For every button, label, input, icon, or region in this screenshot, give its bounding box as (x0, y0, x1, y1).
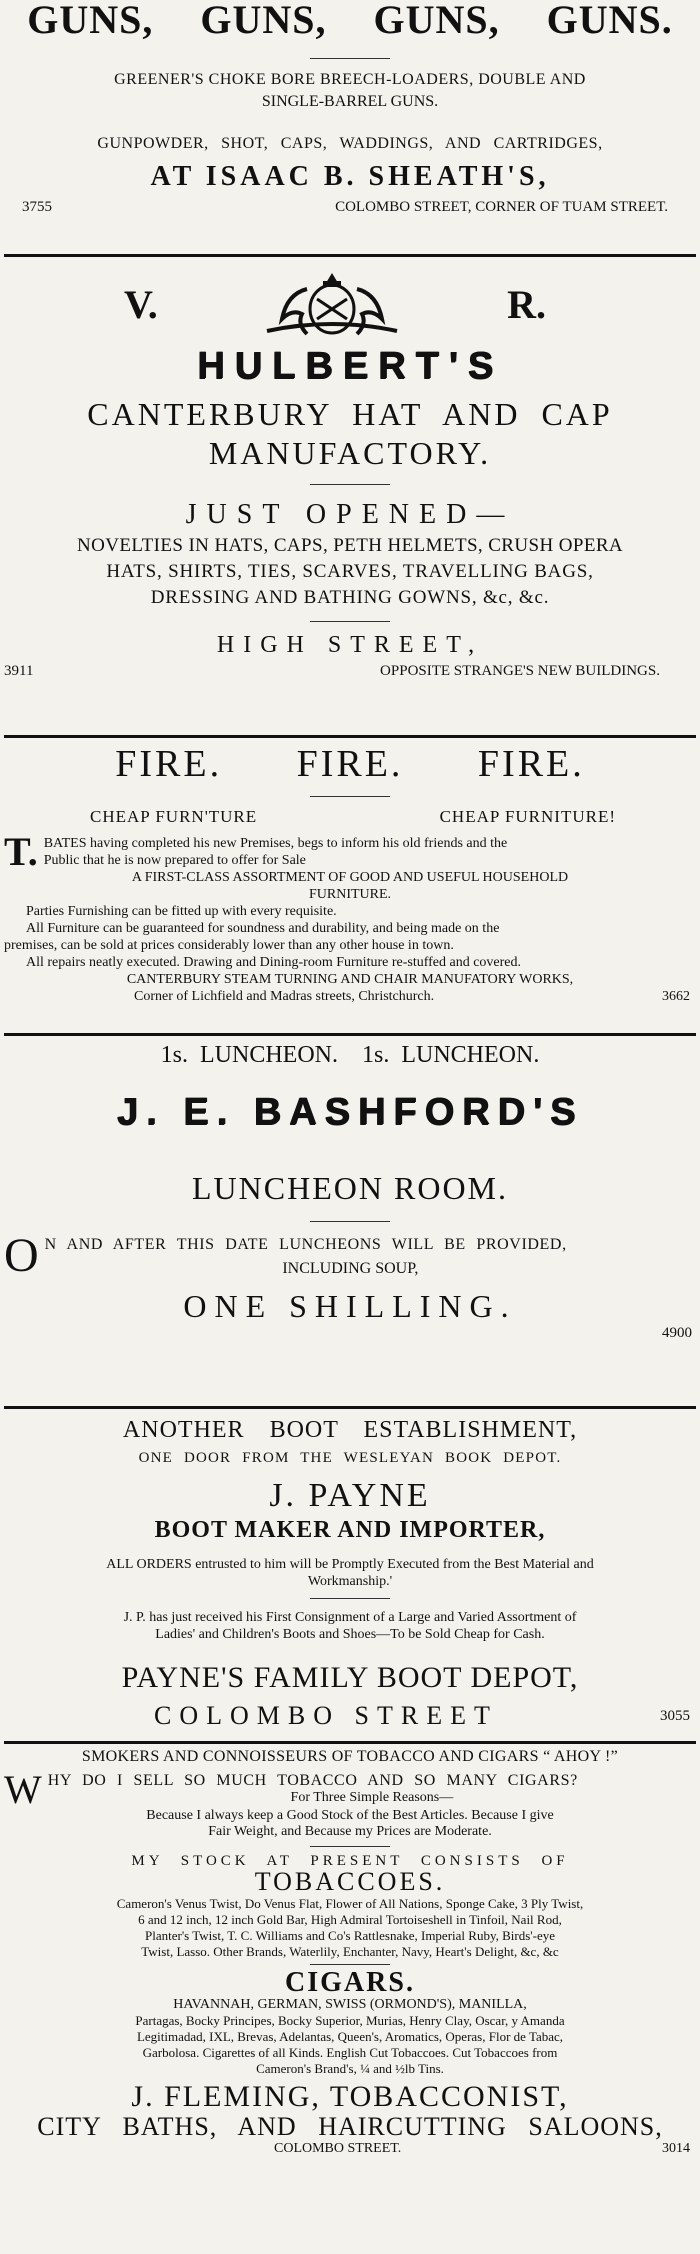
luncheon-line1: N AND AFTER THIS DATE LUNCHEONS WILL BE PROVIDED, (44, 1236, 567, 1253)
hulbert-advertisement (4, 261, 696, 731)
guns-line3: GUNPOWDER, SHOT, CAPS, WADDINGS, AND CARTRIDGES, (97, 135, 603, 152)
cigars-3: Legitimadad, IXL, Brevas, Adelantas, Queen's, Aromatics, Operas, Flor de Tabac, (136, 2029, 564, 2044)
tobaccoes-list (4, 1896, 696, 1960)
divider (310, 1221, 390, 1222)
tobacco-line3: For Three Simple Reasons— (290, 1790, 454, 1805)
v-letter: V. (124, 281, 158, 327)
cigars-5: Cameron's Brand's, ¼ and ½lb Tins. (256, 2061, 444, 2076)
divider (310, 1846, 390, 1847)
furniture-body-6: All Furniture can be guaranteed for soundness and durability, and being made on the (26, 921, 500, 936)
merchant-name: AT ISAAC B. SHEATH'S, (150, 161, 550, 192)
furniture-body-7: premises, can be sold at prices considerably lower than any other house in town. (4, 938, 454, 953)
furniture-body-5: Parties Furnishing can be fitted up with every requisite. (26, 904, 337, 919)
tobacco-advertisement (4, 1748, 696, 2157)
furniture-address: Corner of Lichfield and Madras streets, Christchurch. (134, 989, 435, 1004)
section-divider (4, 1741, 696, 1744)
cigars-1: HAVANNAH, GERMAN, SWISS (ORMOND'S), MANILLA, (173, 1997, 527, 2012)
cigars-heading: CIGARS. (285, 1967, 415, 1998)
tobaccoes-heading: TOBACCOES. (254, 1867, 446, 1896)
section-divider (4, 1406, 696, 1409)
boot-street: COLOMBO STREET (154, 1701, 498, 1730)
drop-cap-o: O (4, 1229, 39, 1282)
royal-crest-row (4, 261, 696, 341)
guns-address: COLOMBO STREET, CORNER OF TUAM STREET. (335, 199, 668, 215)
furniture-works: CANTERBURY STEAM TURNING AND CHAIR MANUFATORY WORKS, (126, 972, 574, 987)
cheap-furniture-right: CHEAP FURNITURE! (439, 807, 616, 826)
jp-2: Ladies' and Children's Boots and Shoes—To be Sold Cheap for Cash. (155, 1627, 545, 1642)
tobaccoes-2: 6 and 12 inch, 12 inch Gold Bar, High Admiral Tortoiseshell in Tinfoil, Nail Rod, (138, 1912, 562, 1927)
tobacco-line1: SMOKERS AND CONNOISSEURS OF TOBACCO AND CIGARS “ AHOY !” (81, 1748, 619, 1765)
jp-block (4, 1609, 696, 1643)
furniture-body-4: FURNITURE. (308, 887, 392, 902)
furniture-body-1: BATES having completed his new Premises, begs to inform his old friends and the (43, 836, 508, 851)
cheap-furniture-row (4, 807, 696, 827)
ad-number: 3662 (662, 989, 690, 1004)
boot-footer (4, 1701, 696, 1731)
furniture-advertisement (4, 742, 696, 1029)
cigars-list (4, 1997, 696, 2077)
hat-line1: NOVELTIES IN HATS, CAPS, PETH HELMETS, CRUSH OPERA (76, 535, 624, 556)
hat-title-1: CANTERBURY HAT AND CAP (87, 396, 613, 432)
divider (310, 1964, 390, 1965)
furniture-body-3: A FIRST-CLASS ASSORTMENT OF GOOD AND USEFUL HOUSEHOLD (131, 870, 569, 885)
orders-2: Workmanship.' (307, 1574, 393, 1589)
divider (310, 796, 390, 797)
tobacco-line6: MY STOCK AT PRESENT CONSISTS OF (131, 1853, 569, 1869)
drop-cap-t: T. (4, 829, 38, 874)
luncheon-top: 1s. LUNCHEON. 1s. LUNCHEON. (160, 1042, 540, 1068)
guns-line1: GREENER'S CHOKE BORE BREECH-LOADERS, DOUBLE AND (114, 71, 586, 88)
divider (310, 1598, 390, 1599)
jp-1: J. P. has just received his First Consignment of a Large and Varied Assortment of (123, 1610, 577, 1625)
payne-name: J. PAYNE (269, 1477, 431, 1514)
royal-coat-of-arms-icon (247, 269, 417, 339)
tobaccoes-4: Twist, Lasso. Other Brands, Waterlily, Enchanter, Navy, Heart's Delight, &c, &c (141, 1944, 559, 1959)
hulbert-address: OPPOSITE STRANGE'S NEW BUILDINGS. (380, 663, 660, 679)
furniture-body-8: All repairs neatly executed. Drawing and Dining-room Furniture re-stuffed and covered. (26, 955, 522, 970)
hat-line2: HATS, SHIRTS, TIES, SCARVES, TRAVELLING BAGS, (106, 561, 594, 582)
fleming-street: COLOMBO STREET. (274, 2141, 402, 2156)
boot-line1: ANOTHER BOOT ESTABLISHMENT, (122, 1417, 578, 1443)
ad-number: 3755 (22, 199, 52, 215)
tobacco-line5: Fair Weight, and Because my Prices are Moderate. (208, 1824, 492, 1839)
ad-number: 3911 (4, 663, 34, 679)
tobaccoes-3: Planter's Twist, T. C. Williams and Co's Rattlesnake, Imperial Ruby, Birds'-eye (145, 1928, 555, 1943)
furniture-body (4, 829, 696, 1005)
fleming-saloons: CITY BATHS, AND HAIRCUTTING SALOONS, (37, 2112, 663, 2141)
boot-line2: ONE DOOR FROM THE WESLEYAN BOOK DEPOT. (138, 1450, 562, 1466)
boot-advertisement (4, 1417, 696, 1737)
r-letter: R. (507, 281, 546, 327)
just-opened: JUST OPENED— (185, 499, 515, 530)
luncheon-body (4, 1229, 696, 1342)
section-divider (4, 254, 696, 257)
fleming-footer (4, 2141, 696, 2157)
high-street: HIGH STREET, (216, 632, 484, 658)
tobaccoes-1: Cameron's Venus Twist, Do Venus Flat, Flower of All Nations, Sponge Cake, 3 Ply Twist, (116, 1896, 584, 1911)
hat-line3: DRESSING AND BATHING GOWNS, &c, &c. (150, 587, 550, 608)
hat-title-2: MANUFACTORY. (208, 435, 492, 471)
ad-number: 3014 (662, 2141, 690, 2156)
luncheon-advertisement (4, 1042, 696, 1402)
guns-advertisement (4, 0, 696, 250)
cigars-2: Partagas, Bocky Principes, Bocky Superior, Murias, Henry Clay, Oscar, y Amanda (135, 2013, 565, 2028)
orders-block (4, 1556, 696, 1590)
tobacco-line2: HY DO I SELL SO MUCH TOBACCO AND SO MANY CIGARS? (47, 1772, 578, 1789)
furniture-body-2: Public that he is now prepared to offer for Sale (43, 853, 306, 868)
section-divider (4, 1033, 696, 1036)
guns-headline: GUNS, GUNS, GUNS, GUNS. (27, 0, 673, 42)
tobacco-line4: Because I always keep a Good Stock of the Best Articles. Because I give (146, 1808, 554, 1823)
bashford-name: J. E. BASHFORD'S (116, 1091, 584, 1133)
ad-number: 3055 (660, 1707, 690, 1724)
cigars-4: Garbolosa. Cigarettes of all Kinds. English Cut Tobaccoes. Cut Tobaccoes from (142, 2045, 558, 2060)
boot-trade: BOOT MAKER AND IMPORTER, (154, 1517, 546, 1543)
fleming-name: J. FLEMING, TOBACCONIST, (131, 2080, 569, 2113)
drop-cap-w: W (4, 1767, 42, 1812)
hulbert-name: HULBERT'S (197, 345, 503, 387)
fire-headline: FIRE. FIRE. FIRE. (115, 743, 585, 785)
divider (310, 621, 390, 622)
hulbert-footer (4, 663, 696, 680)
ad-number: 4900 (662, 1325, 692, 1341)
guns-line2: SINGLE-BARREL GUNS. (261, 93, 439, 110)
divider (310, 58, 390, 59)
boot-depot: PAYNE'S FAMILY BOOT DEPOT, (121, 1661, 579, 1694)
luncheon-line2: INCLUDING SOUP, (282, 1260, 419, 1277)
luncheon-price: ONE SHILLING. (183, 1288, 517, 1324)
luncheon-title: LUNCHEON ROOM. (192, 1170, 508, 1206)
orders-1: ALL ORDERS entrusted to him will be Promptly Executed from the Best Material and (106, 1557, 594, 1572)
divider (310, 484, 390, 485)
section-divider (4, 735, 696, 738)
tobacco-why (4, 1767, 696, 1840)
guns-footer (4, 199, 696, 216)
cheap-furniture-left: CHEAP FURN'TURE (90, 807, 258, 826)
furniture-footer (4, 988, 696, 1005)
